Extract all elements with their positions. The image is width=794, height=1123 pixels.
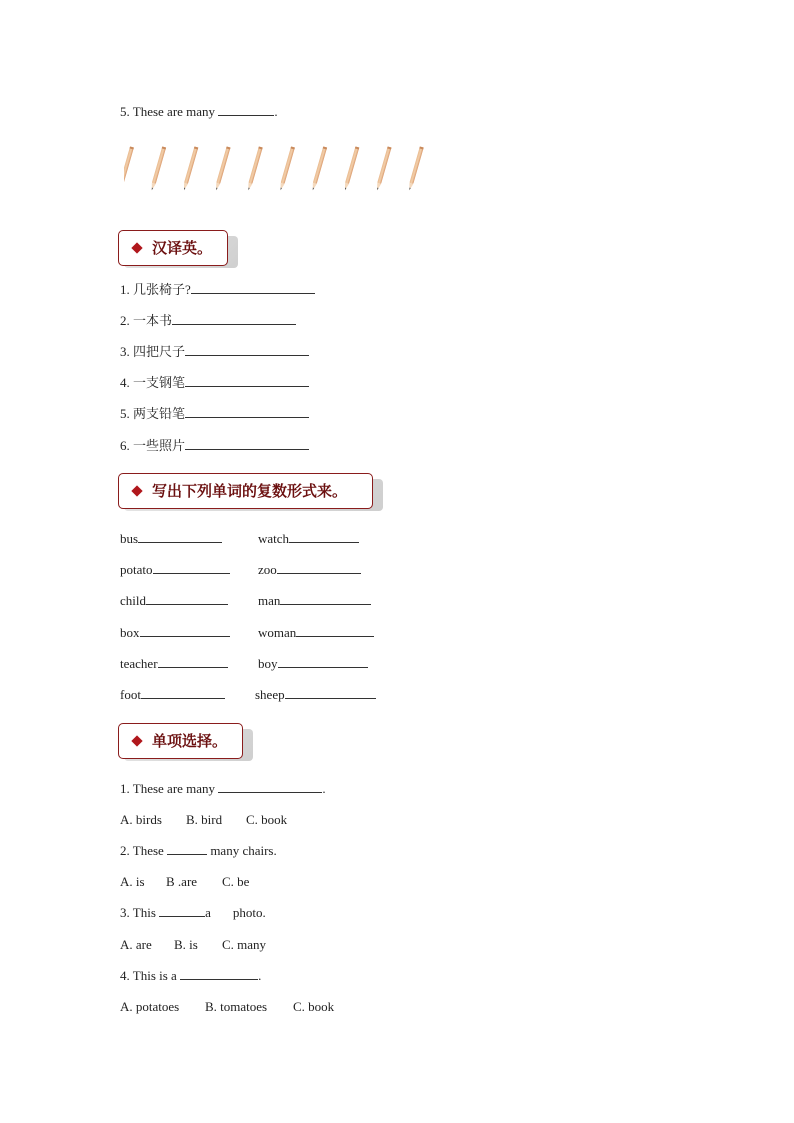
item-text: 6. 一些照片 — [120, 438, 186, 453]
pencil-icon — [279, 146, 295, 190]
option-b[interactable]: B. is — [174, 937, 198, 952]
answer-blank[interactable] — [146, 592, 228, 605]
plural-word-right-4 — [258, 624, 374, 642]
answer-blank[interactable] — [159, 904, 205, 917]
word-text: teacher — [120, 656, 158, 671]
option-c[interactable]: C. book — [293, 999, 335, 1014]
plural-word-right-5 — [258, 655, 368, 673]
answer-blank[interactable] — [172, 312, 296, 325]
option-c[interactable]: C. book — [246, 812, 288, 827]
plural-word-right-1 — [258, 530, 359, 548]
option-b[interactable]: B .are — [166, 874, 198, 889]
word-text: zoo — [258, 562, 277, 577]
plural-word-left-3 — [120, 592, 228, 610]
question-5-top — [120, 103, 278, 121]
option-b[interactable]: B. bird — [186, 812, 223, 827]
plural-word-left-6 — [120, 686, 225, 704]
question-text: 1. These are many — [120, 781, 219, 796]
choice-question-3 — [120, 904, 266, 922]
answer-blank[interactable] — [167, 842, 207, 855]
word-text: woman — [258, 625, 297, 640]
section-header-translate — [118, 230, 228, 266]
plural-word-right-2 — [258, 561, 361, 579]
pencil-icon — [214, 146, 230, 190]
option-c[interactable]: C. many — [222, 937, 267, 952]
word-text: sheep — [255, 687, 285, 702]
choice-question-1 — [120, 780, 326, 798]
pencil-icon — [311, 146, 327, 190]
word-text: potato — [120, 562, 153, 577]
choice-question-2 — [120, 842, 277, 860]
answer-blank[interactable] — [141, 686, 225, 699]
answer-blank[interactable] — [185, 405, 309, 418]
question-text: 5. These are many — [120, 104, 219, 119]
option-a[interactable]: A. are — [120, 937, 152, 952]
plural-word-left-2 — [120, 561, 230, 579]
question-text: 3. This — [120, 905, 160, 920]
pencil-icon — [343, 146, 359, 190]
question-end: photo. — [232, 905, 266, 920]
word-text: foot — [120, 687, 141, 702]
question-end: . — [274, 104, 278, 119]
word-text: child — [120, 593, 146, 608]
word-text: bus — [120, 531, 139, 546]
question-mid: a — [205, 905, 211, 920]
pencil-icon — [407, 146, 423, 190]
answer-blank[interactable] — [140, 624, 230, 637]
section-title: 写出下列单词的复数形式来。 — [152, 482, 348, 500]
word-text: box — [120, 625, 140, 640]
section-header-plurals — [118, 473, 373, 509]
item-text: 4. 一支钢笔 — [120, 375, 186, 390]
plural-word-left-5 — [120, 655, 228, 673]
answer-blank[interactable] — [158, 655, 228, 668]
word-text: watch — [258, 531, 290, 546]
section-title: 单项选择。 — [152, 732, 228, 750]
answer-blank[interactable] — [278, 655, 368, 668]
answer-blank[interactable] — [289, 530, 359, 543]
translate-item-1 — [120, 281, 315, 299]
option-b[interactable]: B. tomatoes — [205, 999, 268, 1014]
translate-item-5 — [120, 405, 309, 423]
pencil-icon — [246, 146, 262, 190]
item-text: 2. 一本书 — [120, 313, 173, 328]
question-end: . — [258, 968, 262, 983]
word-text: man — [258, 593, 281, 608]
pencil-icon — [124, 146, 134, 190]
option-a[interactable]: A. birds — [120, 812, 162, 827]
answer-blank[interactable] — [180, 967, 258, 980]
question-end: many chairs. — [207, 843, 277, 858]
item-text: 1. 几张椅子? — [120, 282, 191, 297]
plural-word-right-6 — [255, 686, 376, 704]
answer-blank[interactable] — [277, 561, 361, 574]
translate-item-6 — [120, 437, 309, 455]
answer-blank[interactable] — [138, 530, 222, 543]
pencil-icon — [182, 146, 198, 190]
plural-word-right-3 — [258, 592, 371, 610]
question-end: . — [322, 781, 326, 796]
answer-blank[interactable] — [218, 103, 274, 116]
translate-item-4 — [120, 374, 309, 392]
question-text: 4. This is a — [120, 968, 181, 983]
section-header-choice — [118, 723, 243, 759]
answer-blank[interactable] — [280, 592, 371, 605]
option-c[interactable]: C. be — [222, 874, 250, 889]
pencils-illustration — [124, 145, 444, 197]
pencil-icon — [150, 146, 166, 190]
item-text: 5. 两支铅笔 — [120, 406, 186, 421]
answer-blank[interactable] — [296, 624, 374, 637]
pencil-icon — [375, 146, 391, 190]
plural-word-left-4 — [120, 624, 230, 642]
answer-blank[interactable] — [185, 374, 309, 387]
item-text: 3. 四把尺子 — [120, 344, 186, 359]
question-text: 2. These — [120, 843, 168, 858]
translate-item-2 — [120, 312, 296, 330]
answer-blank[interactable] — [285, 686, 376, 699]
word-text: boy — [258, 656, 278, 671]
answer-blank[interactable] — [191, 281, 315, 294]
answer-blank[interactable] — [185, 437, 309, 450]
option-a[interactable]: A. potatoes — [120, 999, 180, 1014]
translate-item-3 — [120, 343, 309, 361]
choice-question-4 — [120, 967, 261, 985]
section-title: 汉译英。 — [152, 239, 213, 257]
answer-blank[interactable] — [185, 343, 309, 356]
plural-word-left-1 — [120, 530, 222, 548]
option-a[interactable]: A. is — [120, 874, 145, 889]
answer-blank[interactable] — [218, 780, 322, 793]
answer-blank[interactable] — [153, 561, 230, 574]
